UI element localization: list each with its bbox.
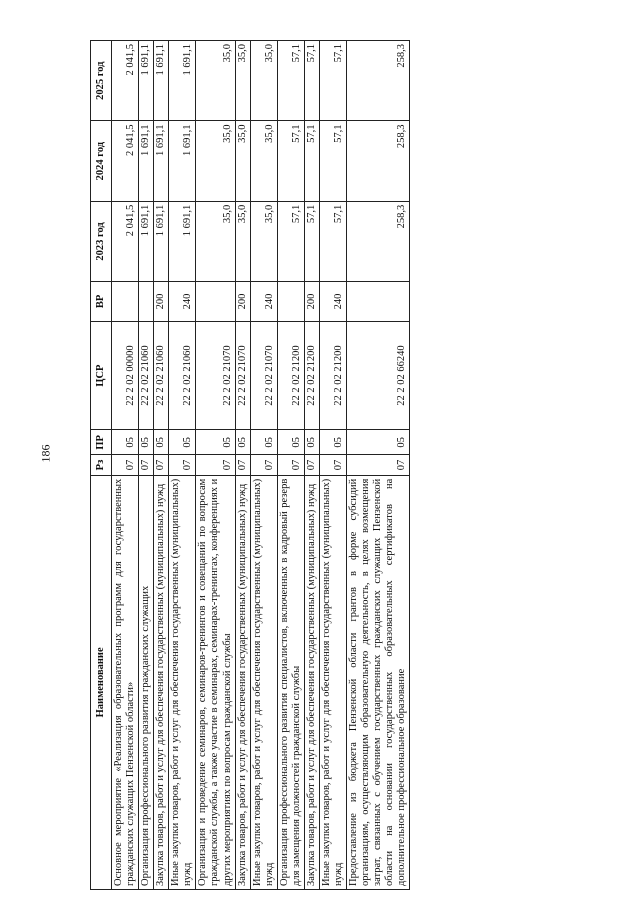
- cell-2024: 57,1: [277, 121, 304, 201]
- cell-csr: 22 2 02 21070: [235, 321, 250, 430]
- cell-2023: 258,3: [347, 201, 410, 281]
- cell-2023: 1 691,1: [169, 201, 196, 281]
- cell-csr: 22 2 02 21070: [250, 321, 277, 430]
- table-row: [196, 41, 235, 890]
- cell-name: Иные закупки товаров, работ и услуг для обеспечения государственных (муниципальных) нужд: [319, 475, 346, 889]
- table-row: [112, 41, 139, 890]
- cell-rz: 07: [112, 455, 139, 475]
- cell-2023: 1 691,1: [154, 201, 169, 281]
- cell-pr: 05: [277, 430, 304, 455]
- header-rz: Рз: [91, 455, 112, 475]
- cell-rz: 07: [277, 455, 304, 475]
- cell-csr: 22 2 02 21060: [169, 321, 196, 430]
- cell-rz: 07: [347, 455, 410, 475]
- cell-pr: 05: [112, 430, 139, 455]
- table-row: [235, 41, 250, 890]
- cell-2024: 35,0: [196, 121, 235, 201]
- cell-pr: 05: [139, 430, 154, 455]
- cell-vr: 200: [154, 282, 169, 322]
- cell-vr: [277, 282, 304, 322]
- cell-name: Организация профессионального развития гражданских служащих: [139, 475, 154, 889]
- table-body: [112, 41, 410, 890]
- header-2024: 2024 год: [91, 121, 112, 201]
- cell-2024: 1 691,1: [154, 121, 169, 201]
- cell-name: Иные закупки товаров, работ и услуг для обеспечения государственных (муниципальных) нужд: [169, 475, 196, 889]
- cell-2025: 35,0: [250, 41, 277, 121]
- table-rotation-frame: [90, 40, 570, 890]
- cell-2023: 35,0: [250, 201, 277, 281]
- cell-2023: 57,1: [304, 201, 319, 281]
- cell-pr: 05: [196, 430, 235, 455]
- cell-csr: 22 2 02 21060: [139, 321, 154, 430]
- cell-2025: 57,1: [277, 41, 304, 121]
- cell-rz: 07: [139, 455, 154, 475]
- cell-2025: 57,1: [304, 41, 319, 121]
- cell-csr: 22 2 02 21200: [277, 321, 304, 430]
- cell-vr: 200: [235, 282, 250, 322]
- cell-2025: 1 691,1: [154, 41, 169, 121]
- header-pr: ПР: [91, 430, 112, 455]
- cell-name: Закупка товаров, работ и услуг для обеспечения государственных (муниципальных) нужд: [154, 475, 169, 889]
- cell-vr: [196, 282, 235, 322]
- cell-vr: 200: [304, 282, 319, 322]
- cell-2023: 2 041,5: [112, 201, 139, 281]
- table-row: [277, 41, 304, 890]
- cell-name: Закупка товаров, работ и услуг для обеспечения государственных (муниципальных) нужд: [235, 475, 250, 889]
- cell-pr: 05: [235, 430, 250, 455]
- cell-2025: 57,1: [319, 41, 346, 121]
- table-row: [347, 41, 410, 890]
- table-row: [154, 41, 169, 890]
- cell-2023: 35,0: [235, 201, 250, 281]
- cell-2025: 35,0: [196, 41, 235, 121]
- cell-name: Организация профессионального развития специалистов, включенных в кадровый резерв для замещения должностей гражданской службы: [277, 475, 304, 889]
- cell-name: Организация и проведение семинаров, семинаров-тренингов и совещаний по вопросам гражданской службы, а также участие в семинарах, семинарах-тренингах, конференциях и других мероприятиях по вопросам гражданской службы: [196, 475, 235, 889]
- cell-2023: 1 691,1: [139, 201, 154, 281]
- cell-pr: 05: [319, 430, 346, 455]
- table-row: [250, 41, 277, 890]
- cell-name: Предоставление из бюджета Пензенской области грантов в форме субсидий организациям, осуществляющим образовательную деятельность, в целях возмещения затрат, связанных с обучением государственных гражданских служащих Пензенской области на основании государственных образовательных сертификатов на дополнительное профессиональное образование: [347, 475, 410, 889]
- cell-csr: 22 2 02 00000: [112, 321, 139, 430]
- cell-pr: 05: [250, 430, 277, 455]
- cell-2024: 35,0: [235, 121, 250, 201]
- header-csr: ЦСР: [91, 321, 112, 430]
- page-number: [36, 0, 56, 906]
- budget-table: [90, 40, 410, 890]
- cell-vr: 240: [319, 282, 346, 322]
- cell-csr: 22 2 02 21200: [304, 321, 319, 430]
- cell-2024: 57,1: [304, 121, 319, 201]
- header-row: [91, 41, 112, 890]
- header-2023: 2023 год: [91, 201, 112, 281]
- cell-2023: 57,1: [319, 201, 346, 281]
- cell-2025: 1 691,1: [169, 41, 196, 121]
- table-rotated-content: [90, 40, 570, 890]
- cell-2024: 35,0: [250, 121, 277, 201]
- cell-vr: [347, 282, 410, 322]
- table-row: [304, 41, 319, 890]
- cell-rz: 07: [154, 455, 169, 475]
- header-vr: ВР: [91, 282, 112, 322]
- cell-rz: 07: [304, 455, 319, 475]
- cell-vr: [139, 282, 154, 322]
- cell-rz: 07: [169, 455, 196, 475]
- cell-2024: 1 691,1: [169, 121, 196, 201]
- table-header: [91, 41, 112, 890]
- header-name: Наименование: [91, 475, 112, 889]
- cell-pr: 05: [347, 430, 410, 455]
- cell-2025: 258,3: [347, 41, 410, 121]
- cell-pr: 05: [169, 430, 196, 455]
- cell-csr: 22 2 02 21200: [319, 321, 346, 430]
- cell-name: Иные закупки товаров, работ и услуг для обеспечения государственных (муниципальных) нужд: [250, 475, 277, 889]
- cell-pr: 05: [154, 430, 169, 455]
- cell-csr: 22 2 02 21060: [154, 321, 169, 430]
- cell-2025: 35,0: [235, 41, 250, 121]
- cell-2024: 258,3: [347, 121, 410, 201]
- cell-2023: 57,1: [277, 201, 304, 281]
- cell-2024: 57,1: [319, 121, 346, 201]
- cell-rz: 07: [196, 455, 235, 475]
- cell-name: Закупка товаров, работ и услуг для обеспечения государственных (муниципальных) нужд: [304, 475, 319, 889]
- cell-2025: 2 041,5: [112, 41, 139, 121]
- table-row: [169, 41, 196, 890]
- cell-csr: 22 2 02 21070: [196, 321, 235, 430]
- header-2025: 2025 год: [91, 41, 112, 121]
- page-number-text: 186: [38, 444, 53, 462]
- cell-rz: 07: [235, 455, 250, 475]
- cell-vr: 240: [250, 282, 277, 322]
- cell-vr: [112, 282, 139, 322]
- cell-2024: 2 041,5: [112, 121, 139, 201]
- cell-name: Основное мероприятие «Реализация образовательных программ для государственных гражданских служащих Пензенской области»: [112, 475, 139, 889]
- cell-pr: 05: [304, 430, 319, 455]
- table-row: [139, 41, 154, 890]
- cell-rz: 07: [250, 455, 277, 475]
- cell-2023: 35,0: [196, 201, 235, 281]
- cell-2024: 1 691,1: [139, 121, 154, 201]
- cell-vr: 240: [169, 282, 196, 322]
- cell-csr: 22 2 02 66240: [347, 321, 410, 430]
- table-row: [319, 41, 346, 890]
- cell-rz: 07: [319, 455, 346, 475]
- cell-2025: 1 691,1: [139, 41, 154, 121]
